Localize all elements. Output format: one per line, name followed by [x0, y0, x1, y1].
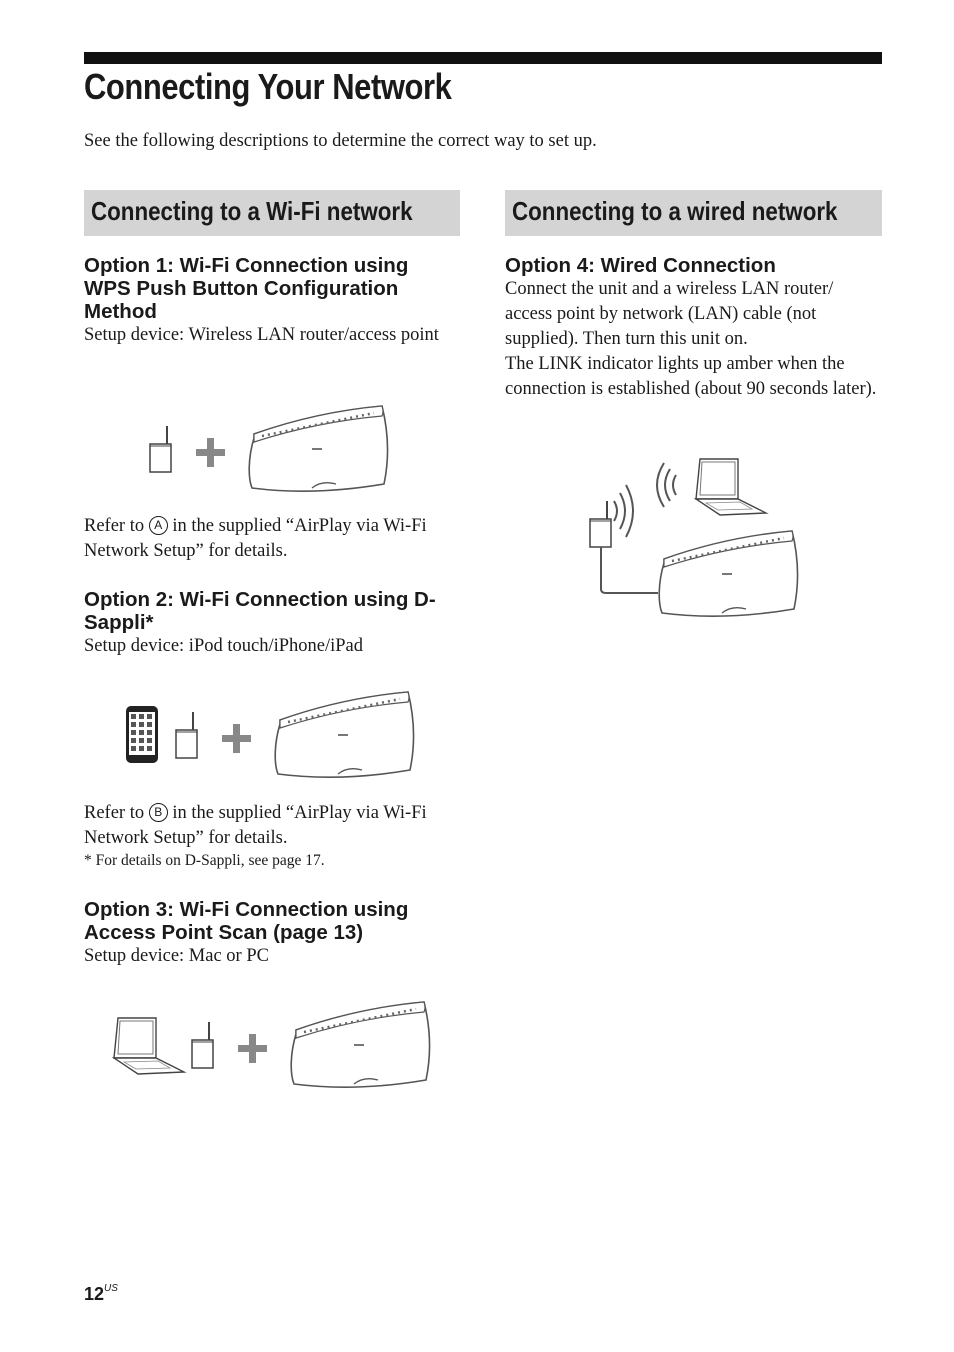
option4-block: [505, 254, 882, 402]
option1-illustration: [140, 400, 400, 496]
wifi-waves-icon: [614, 485, 633, 537]
page-number-suffix: US: [104, 1283, 118, 1294]
lan-cable-icon: [601, 547, 658, 593]
refer-mark-a: A: [149, 516, 168, 535]
option1-refer: [84, 514, 460, 564]
page-number: [84, 1283, 118, 1305]
option1-block: [84, 254, 460, 348]
option1-title: Option 1: Wi-Fi Connection using WPS Push Button Configuration Method: [84, 254, 409, 323]
router-icon: [192, 1022, 213, 1068]
option3-illustration: [110, 996, 440, 1092]
option3-block: [84, 898, 460, 969]
refer-post: in the supplied “AirPlay via Wi-Fi Network Setup” for details.: [84, 516, 427, 561]
option2-title: Option 2: Wi-Fi Connection using D-Sappli*: [84, 588, 436, 634]
wifi-section-heading: [84, 190, 460, 236]
wifi-waves-icon: [657, 463, 676, 507]
refer-pre: Refer to: [84, 803, 145, 823]
page-number-value: 12: [84, 1284, 105, 1304]
speaker-icon: [659, 531, 797, 616]
option4-title: Option 4: Wired Connection: [505, 254, 776, 277]
option2-setup: Setup device: iPod touch/iPhone/iPad: [84, 636, 364, 656]
plus-icon: [222, 724, 251, 753]
refer-post: in the supplied “AirPlay via Wi-Fi Network Setup” for details.: [84, 803, 427, 848]
speaker-icon: [249, 406, 387, 491]
smartphone-icon: [126, 706, 158, 763]
refer-mark-b: B: [149, 803, 168, 822]
option2-illustration: [126, 686, 426, 782]
laptop-icon: [696, 459, 766, 515]
refer-pre: Refer to: [84, 516, 145, 536]
option2-footnote: * For details on D-Sappli, see page 17.: [84, 852, 325, 869]
option2-block: [84, 588, 460, 659]
option3-setup: Setup device: Mac or PC: [84, 946, 269, 966]
option4-illustration: [580, 455, 810, 625]
wifi-section-heading-text: Connecting to a Wi-Fi network: [91, 196, 413, 226]
option4-body2: The LINK indicator lights up amber when the connection is established (about 90 seconds later).: [505, 354, 877, 399]
plus-icon: [196, 438, 225, 467]
option4-body1: Connect the unit and a wireless LAN router/ access point by network (LAN) cable (not supplied). Then turn this unit on.: [505, 279, 834, 349]
router-icon: [590, 501, 611, 547]
page-title: Connecting Your Network: [84, 66, 452, 107]
router-icon: [150, 426, 171, 472]
wired-section-heading-text: Connecting to a wired network: [512, 196, 838, 226]
router-icon: [176, 712, 197, 758]
wired-section-heading: [505, 190, 882, 236]
option1-setup: Setup device: Wireless LAN router/access point: [84, 325, 439, 345]
intro-text: See the following descriptions to determine the correct way to set up.: [84, 131, 597, 151]
plus-icon: [238, 1034, 267, 1063]
option3-title: Option 3: Wi-Fi Connection using Access Point Scan (page 13): [84, 898, 409, 944]
laptop-icon: [114, 1018, 184, 1074]
speaker-icon: [291, 1002, 429, 1087]
speaker-icon: [275, 692, 413, 777]
option2-refer: [84, 801, 460, 871]
top-rule: [84, 52, 882, 64]
